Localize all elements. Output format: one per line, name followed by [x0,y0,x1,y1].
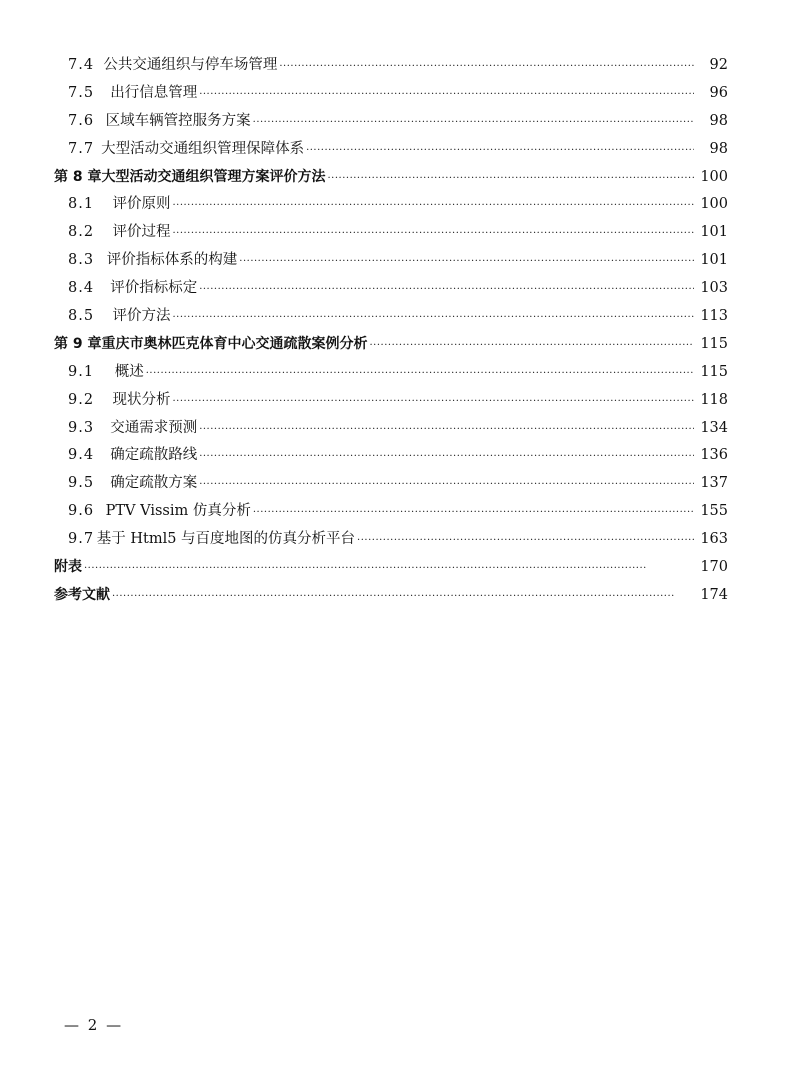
toc-entry-page: 96 [709,84,728,101]
toc-entry-page: 92 [709,57,728,73]
dot-leader [146,360,694,388]
toc-section-entry[interactable] [54,247,728,275]
toc-entry-number: 8.3 [68,252,95,269]
toc-entry-title: 出行信息管理 [110,84,198,101]
toc-section-entry[interactable] [54,219,728,247]
dot-leader [370,332,695,360]
dot-leader [112,583,694,611]
toc-entry-number: 7.7 [68,140,95,157]
toc-entry-page: 98 [709,140,728,157]
dot-leader [199,276,694,304]
dot-leader [253,499,694,527]
toc-section-entry[interactable] [54,303,728,331]
toc-entry-title: 区域车辆管控服务方案 [105,112,251,129]
dot-leader [199,416,694,444]
toc-entry-number: 7.6 [68,112,95,129]
toc-entry-number: 9.2 [68,391,95,408]
toc-entry-number: 8.2 [68,224,95,241]
toc-entry-page: 101 [700,252,728,269]
toc-entry-page: 136 [700,447,728,464]
toc-entry-title: 概述 [114,363,144,380]
dot-leader [357,527,694,555]
dot-leader [239,248,694,276]
dot-leader [84,555,694,583]
dot-leader [253,109,694,137]
toc-chapter-entry[interactable] [54,582,728,610]
toc-section-entry[interactable] [54,498,728,526]
toc-entry-title: 基于 Html5 与百度地图的仿真分析平台 [96,531,356,548]
toc-entry-number: 7.5 [68,84,95,101]
toc-entry-title: 公共交通组织与停车场管理 [103,57,278,73]
dot-leader [328,165,695,193]
toc-entry-page: 101 [700,224,728,241]
dot-leader [172,304,694,332]
toc-section-entry[interactable] [54,80,728,108]
toc-entry-page: 103 [700,280,728,297]
toc-chapter-entry[interactable] [54,554,728,582]
toc-entry-number: 8.4 [68,280,95,297]
toc-entry-page: 115 [700,363,728,380]
toc-entry-page: 100 [700,168,728,185]
toc-entry-page: 137 [700,475,728,492]
toc-entry-title: 评价方法 [112,308,171,325]
toc-entry-title: 现状分析 [112,391,171,408]
dot-leader [279,53,694,81]
dot-leader [306,137,694,165]
toc-entry-title: 确定疏散方案 [110,475,198,492]
toc-section-entry[interactable] [54,108,728,136]
toc-entry-number: 9.7 [68,531,95,548]
toc-entry-title: 评价指标标定 [110,280,198,297]
toc-entry-page: 118 [700,391,728,408]
toc-entry-number: 第 9 章 [54,335,102,352]
toc-entry-title: PTV Vissim 仿真分析 [105,503,251,520]
toc-section-entry[interactable] [54,275,728,303]
dot-leader [199,443,694,471]
toc-section-entry[interactable] [54,526,728,554]
toc-entry-title: 大型活动交通组织管理保障体系 [101,140,305,157]
dot-leader [172,388,694,416]
toc-entry-page: 174 [700,586,728,603]
toc-entry-title: 交通需求预测 [110,419,198,436]
toc-entry-title: 评价指标体系的构建 [106,252,238,269]
toc-entry-page: 115 [700,335,728,352]
toc-entry-title: 大型活动交通组织管理方案评价方法 [101,168,326,185]
toc-section-entry[interactable] [54,191,728,219]
dot-leader [199,471,694,499]
toc-section-entry[interactable] [54,470,728,498]
toc-entry-title: 参考文献 [54,586,110,603]
toc-entry-number: 9.1 [68,363,95,380]
toc-section-entry[interactable] [54,415,728,443]
toc-chapter-entry[interactable] [54,331,728,359]
toc-entry-title: 附表 [54,559,82,576]
toc-entry-title: 重庆市奥林匹克体育中心交通疏散案例分析 [101,335,368,352]
toc-section-entry[interactable] [54,136,728,164]
table-of-contents [54,52,728,610]
toc-chapter-entry[interactable] [54,164,728,192]
toc-entry-number: 8.5 [68,308,95,325]
toc-entry-number: 第 8 章 [54,168,102,185]
toc-entry-page: 155 [700,503,728,520]
toc-entry-page: 100 [700,196,728,213]
toc-entry-page: 98 [709,112,728,129]
toc-entry-number: 9.5 [68,475,95,492]
dot-leader [172,192,694,220]
toc-entry-page: 163 [700,531,728,548]
page-number-footer: — 2 — [64,1016,124,1034]
dot-leader [172,220,694,248]
toc-section-entry[interactable] [54,359,728,387]
toc-section-entry[interactable] [54,387,728,415]
toc-entry-number: 9.3 [68,419,95,436]
toc-entry-title: 确定疏散路线 [110,447,198,464]
toc-section-entry[interactable] [54,52,728,80]
toc-entry-number: 8.1 [68,196,95,213]
toc-entry-number: 9.6 [68,503,95,520]
toc-section-entry[interactable] [54,442,728,470]
toc-entry-page: 170 [700,559,728,576]
toc-entry-title: 评价原则 [112,196,171,213]
toc-entry-number: 7.4 [68,57,95,73]
toc-entry-page: 134 [700,419,728,436]
toc-entry-title: 评价过程 [112,224,171,241]
toc-entry-number: 9.4 [68,447,95,464]
toc-entry-page: 113 [700,308,728,325]
dot-leader [199,81,694,109]
